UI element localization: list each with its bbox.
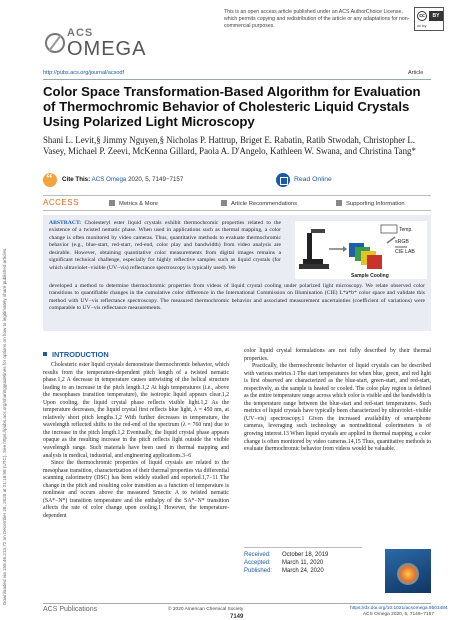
metrics-link[interactable] <box>109 200 158 207</box>
recommendations-link[interactable] <box>221 200 297 207</box>
received-label: Received: <box>244 552 271 558</box>
abstract-label: ABSTRACT: <box>49 220 82 226</box>
intro-paragraph: Since the thermochromic properties of liquid crystals are related to the mesophase transition, characterization of their thermal properties via differential scanning calorimetry (DSC) has been widely studied and reported.1,7−11 The change in the pitch and resulting color transition as a function of temperature is nonlinear and occurs above the measured Smectic A to twisted nematic (SA*−N*) transition temperature and the enthalpy of the SA*−N* transition affects the rate of color change upon cooling.1 However, the temperature-dependent <box>43 460 229 519</box>
fig-cielab-label: CIE LAB <box>395 249 415 255</box>
toc-graphic <box>295 221 427 279</box>
cite-reference: 2020, 5, 7149−7157 <box>128 176 184 183</box>
citation-row <box>43 171 363 191</box>
cite-label: Cite This: <box>62 176 91 183</box>
badge-label: cc by <box>417 23 427 28</box>
article-title: Color Space Transformation-Based Algorithm for Evaluation of Thermochromic Behavior of Cholesteric Liquid Crystals Using Polarized Light Microscopy <box>43 84 421 130</box>
journal-logo[interactable] <box>43 27 153 71</box>
publication-dates <box>244 547 362 576</box>
acs-omega-logo-icon <box>45 31 65 55</box>
read-online-link[interactable]: Read Online <box>294 176 332 183</box>
metrics-label: Metrics & More <box>119 201 158 207</box>
footer-divider <box>43 603 431 604</box>
author-list: Shani L. Levit,§ Jimmy Nguyen,§ Nicholas P. Hattrup, Briget E. Rabatin, Ratib Stwodah, Christopher L. Vasey, Michael P. Zeevi, McKenna Gillard, Paola A. D'Angelo, Kathleen W. Swana, and Christina Tang* <box>43 135 416 156</box>
published-label: Published: <box>244 568 273 575</box>
page-number: 7149 <box>230 614 244 620</box>
logo-omega-text: OMEGA <box>67 38 147 60</box>
doi-block <box>350 606 448 618</box>
fig-srgb-label: sRGB <box>395 239 409 245</box>
fig-caption: Sample Cooling <box>351 273 389 279</box>
quote-icon[interactable] <box>43 173 57 187</box>
received-row <box>244 551 362 559</box>
citation-text <box>62 176 183 183</box>
intro-heading: INTRODUCTION <box>43 350 109 359</box>
article-type-label: Article <box>408 70 424 76</box>
intro-column-2 <box>244 348 431 454</box>
intro-paragraph: color liquid crystal formulations are not fully described by their thermal properties. <box>244 348 431 362</box>
doi-link[interactable]: https://dx.doi.org/10.1021/acsomega.9b03484 <box>350 606 448 611</box>
intro-paragraph: Cholesteric ester liquid crystals demonstrate thermochromic behavior, which results from the temperature-dependent pitch length of a twisted nematic phase.1,2 A decrease in temperature causes untwisting of the helical structure leading to an increase in the pitch length.1,2 At high temperatures (i.e., above the mesophases transition temperature), the isotropic liquid appears clear.1,2 Upon cooling, the liquid crystal phase reflects visible light.1,2 As the temperature decreases, the liquid crystal first reflects blue light, λ = 450 nm, at relatively short pitch lengths.1,2 With further decreases in temperature, the wavelength reflected shifts to the red-end of the spectrum (λ = 760 nm) due to the increase in the pitch length.1,2 Eventually, the liquid crystal phase appears opaque as the resulting increase in the pitch reflects light outside the visible wavelength range. Such materials have been used in thermal mapping and analysis in medical, industrial, and engineering applications.3−6 <box>43 362 229 459</box>
logo-acs-text: ACS <box>67 27 94 39</box>
accepted-date: March 11, 2020 <box>282 560 324 567</box>
copyright-text: © 2020 American Chemical Society <box>168 607 244 612</box>
cite-journal-link[interactable]: ACS Omega <box>91 176 127 183</box>
published-row <box>244 567 362 575</box>
abstract-text-bottom: developed a method to determine thermochromic properties from videos of liquid crystal cooling under polarized light microscopy. We relate observed color transitions to quantifiable changes in the cumulative color difference in the International Commission on Illumination (CIE) L*a*b* color space and validate this method with UV−vis reflectance spectroscopy. The measured thermochromic behavior and associated measurement uncertainties (coefficient of variations) were comparable to UV−vis reflectance measurements. <box>49 283 425 312</box>
accepted-row <box>244 559 362 567</box>
recommendations-icon <box>221 200 227 206</box>
abstract-box <box>43 215 431 331</box>
header-divider <box>43 79 431 80</box>
recommendations-label: Article Recommendations <box>231 201 298 207</box>
cc-icon: cc <box>417 11 427 21</box>
acs-publications-logo[interactable]: ACS Publications <box>43 606 98 613</box>
journal-cover-thumbnail[interactable] <box>385 549 431 593</box>
metrics-icon <box>109 200 115 206</box>
journal-url-link[interactable]: http://pubs.acs.org/journal/acsodf <box>43 70 125 76</box>
intro-column-1 <box>43 362 229 520</box>
supporting-info-icon <box>336 200 342 206</box>
received-date: October 18, 2019 <box>282 552 329 558</box>
access-bar <box>43 195 431 211</box>
supporting-info-link[interactable] <box>336 200 405 207</box>
supporting-label: Supporting Information <box>346 201 405 207</box>
read-online-icon[interactable] <box>276 173 290 187</box>
download-side-note: Downloaded via 158.46.213.72 on December 28, 2020 at 21:18:58 (UTC). See https://pubs.acs.org/sharingguidelines for options on how to legitimately share published articles. <box>2 247 7 605</box>
doi-reference: ACS Omega 2020, 5, 7149−7157 <box>362 612 434 617</box>
open-access-note: This is an open access article published under an ACS AuthorChoice License, which permits copying and redistribution of the article or any adaptations for non-commercial purposes. <box>224 9 410 29</box>
access-label: ACCESS <box>43 198 79 207</box>
abstract-top <box>49 220 281 272</box>
cc-license-badge[interactable] <box>414 7 444 31</box>
by-icon: BY <box>429 11 443 21</box>
fig-temp-label: Temp. <box>399 227 413 233</box>
accepted-label: Accepted: <box>244 560 271 567</box>
published-date: March 24, 2020 <box>282 568 324 575</box>
abstract-text-top: Cholesteryl ester liquid crystals exhibit thermochromic properties related to the existence of a twisted nematic phase. When used in applications such as thermal mapping, a color change is often monitored by video cameras. Thus, quantitative methods to evaluate thermochromic behavior (e.g., blue-start, red-start, red-end, color play and bandwidth) from video analysis are desirable. However, obtaining quantitative color measurements from digital images remains a significant technical challenge, especially for highly reflective samples such as liquid crystals (for which ultraviolet−visible (UV−vis) reflectance spectroscopy is typically used). We <box>49 220 281 271</box>
intro-paragraph: Practically, the thermochromic behavior of liquid crystals can be described with various metrics.1 The start temperatures for when blue, green, and red light is first observed are characterized as the blue-start, green-start, and red-start, respectively, as the sample is heated or cooled. The color play region is defined as the entire temperature range across which color is visible and the bandwidth is the temperature range between the blue-start and red-start temperatures. Such metrics of liquid crystals have typically been characterized by ultraviolet−visible (UV−vis) spectroscopy.1 Given the increased availability of smartphone cameras, leveraging such technology as nontraditional colorimeters is of growing interest.13 When liquid crystals are applied in thermal mapping, a color change is often monitored by video cameras.14,15 Thus, quantitative methods to evaluate thermochromic behavior from videos would be valuable. <box>244 363 431 453</box>
